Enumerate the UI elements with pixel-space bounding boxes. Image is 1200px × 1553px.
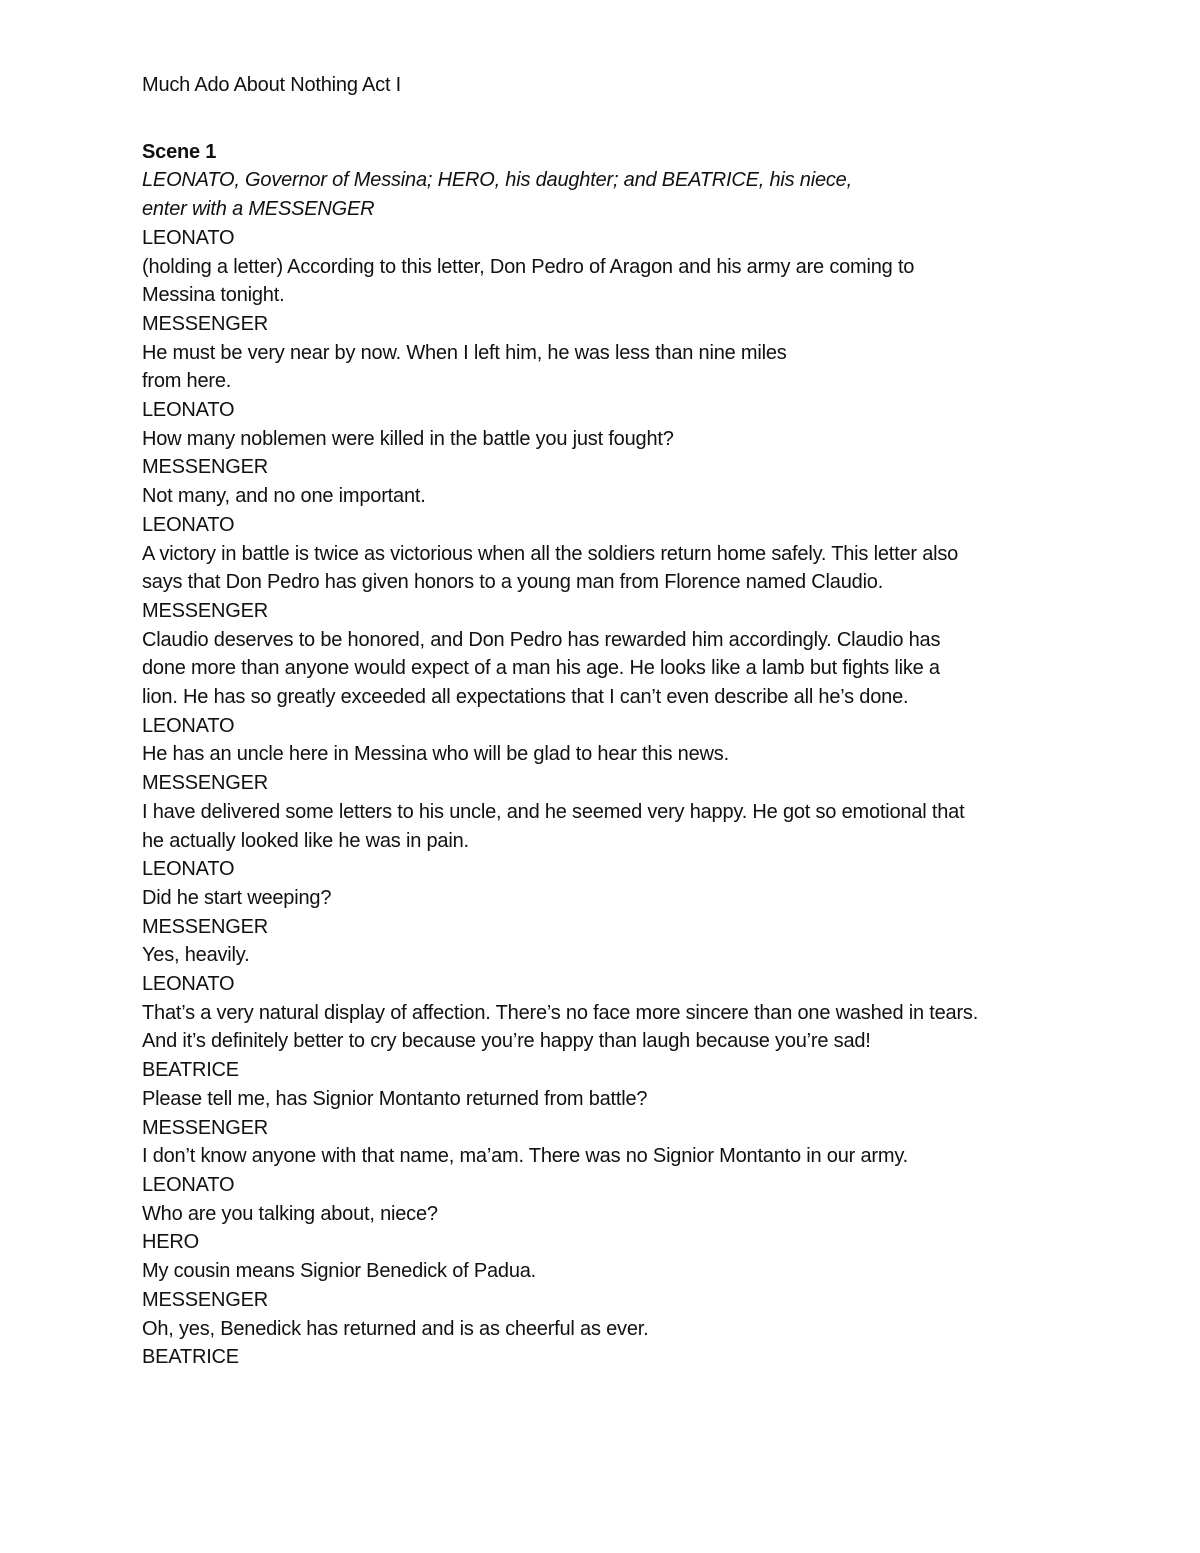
dialogue-entry — [142, 913, 1082, 970]
speaker-name: MESSENGER — [142, 599, 269, 622]
speech-line: says that Don Pedro has given honors to a young man from Florence named Claudio. — [142, 571, 884, 594]
speech-line: lion. He has so greatly exceeded all expectations that I can’t even describe all he’s done. — [142, 686, 909, 709]
speaker-name: LEONATO — [142, 973, 235, 996]
speech-line: He has an uncle here in Messina who will be glad to hear this news. — [142, 743, 729, 766]
speaker-name: HERO — [142, 1231, 199, 1254]
scene-heading: Scene 1 — [142, 140, 217, 163]
title-spacer — [142, 100, 1082, 138]
speaker-name: LEONATO — [142, 226, 235, 249]
dialogue-entry — [142, 511, 1082, 597]
document-title: Much Ado About Nothing Act I — [142, 74, 402, 96]
speaker-name: LEONATO — [142, 1174, 235, 1196]
speaker-name: MESSENGER — [142, 772, 269, 795]
speech-line: He must be very near by now. When I left him, he was less than nine miles — [142, 341, 787, 364]
speech-line: Please tell me, has Signior Montanto returned from battle? — [142, 1087, 648, 1110]
dialogue-entry — [142, 453, 1082, 510]
speech-line: he actually looked like he was in pain. — [142, 829, 469, 852]
speaker-name: MESSENGER — [142, 915, 269, 938]
speaker-name: LEONATO — [142, 399, 235, 422]
dialogue-entry — [142, 769, 1082, 855]
speech-line: (holding a letter) According to this letter, Don Pedro of Aragon and his army are coming to — [142, 255, 915, 278]
speech-line: I have delivered some letters to his uncle, and he seemed very happy. He got so emotional that — [142, 800, 965, 823]
speech-line: Claudio deserves to be honored, and Don Pedro has rewarded him accordingly. Claudio has — [142, 628, 941, 651]
stage-direction-line-2: enter with a MESSENGER — [142, 198, 375, 221]
speech-line: Who are you talking about, niece? — [142, 1202, 438, 1225]
dialogue-entry — [142, 1056, 1082, 1113]
dialogue-entry — [142, 310, 1082, 396]
dialogue-entry — [142, 224, 1082, 310]
speaker-name: MESSENGER — [142, 1288, 269, 1311]
dialogue-entry — [142, 1228, 1082, 1285]
speaker-name: MESSENGER — [142, 1116, 269, 1139]
speech-line: That’s a very natural display of affection. There’s no face more sincere than one washed in tears. — [142, 1001, 979, 1024]
speech-line: Did he start weeping? — [142, 886, 332, 909]
dialogue-entry — [142, 855, 1082, 912]
speech-line: Messina tonight. — [142, 284, 285, 307]
speech-line: I don’t know anyone with that name, ma’am. There was no Signior Montanto in our army. — [142, 1145, 908, 1168]
speaker-name: BEATRICE — [142, 1346, 239, 1369]
speaker-name: BEATRICE — [142, 1059, 239, 1082]
speech-line: Yes, heavily. — [142, 944, 250, 967]
speech-line: And it’s definitely better to cry because you’re happy than laugh because you’re sad! — [142, 1030, 871, 1053]
dialogue — [142, 224, 1082, 1372]
dialogue-entry — [142, 712, 1082, 769]
speech-line: from here. — [142, 370, 232, 393]
speech-line: Not many, and no one important. — [142, 485, 426, 508]
speech-line: How many noblemen were killed in the battle you just fought? — [142, 427, 674, 450]
document-body — [142, 71, 1082, 1372]
dialogue-entry — [142, 1114, 1082, 1171]
speaker-name: MESSENGER — [142, 456, 269, 479]
stage-direction-line-1: LEONATO, Governor of Messina; HERO, his daughter; and BEATRICE, his niece, — [142, 169, 852, 192]
dialogue-entry — [142, 970, 1082, 1056]
dialogue-entry — [142, 1286, 1082, 1343]
dialogue-entry — [142, 1171, 1082, 1228]
speaker-name: LEONATO — [142, 513, 235, 536]
speaker-name: LEONATO — [142, 858, 235, 881]
speech-line: done more than anyone would expect of a man his age. He looks like a lamb but fights like a — [142, 657, 940, 680]
speech-line: A victory in battle is twice as victorious when all the soldiers return home safely. This letter also — [142, 542, 959, 565]
speaker-name: MESSENGER — [142, 312, 269, 335]
dialogue-entry — [142, 597, 1082, 712]
dialogue-entry — [142, 1343, 1082, 1372]
speech-line: Oh, yes, Benedick has returned and is as cheerful as ever. — [142, 1317, 649, 1340]
dialogue-entry — [142, 396, 1082, 453]
speech-line: My cousin means Signior Benedick of Padua. — [142, 1260, 537, 1283]
speaker-name: LEONATO — [142, 714, 235, 737]
